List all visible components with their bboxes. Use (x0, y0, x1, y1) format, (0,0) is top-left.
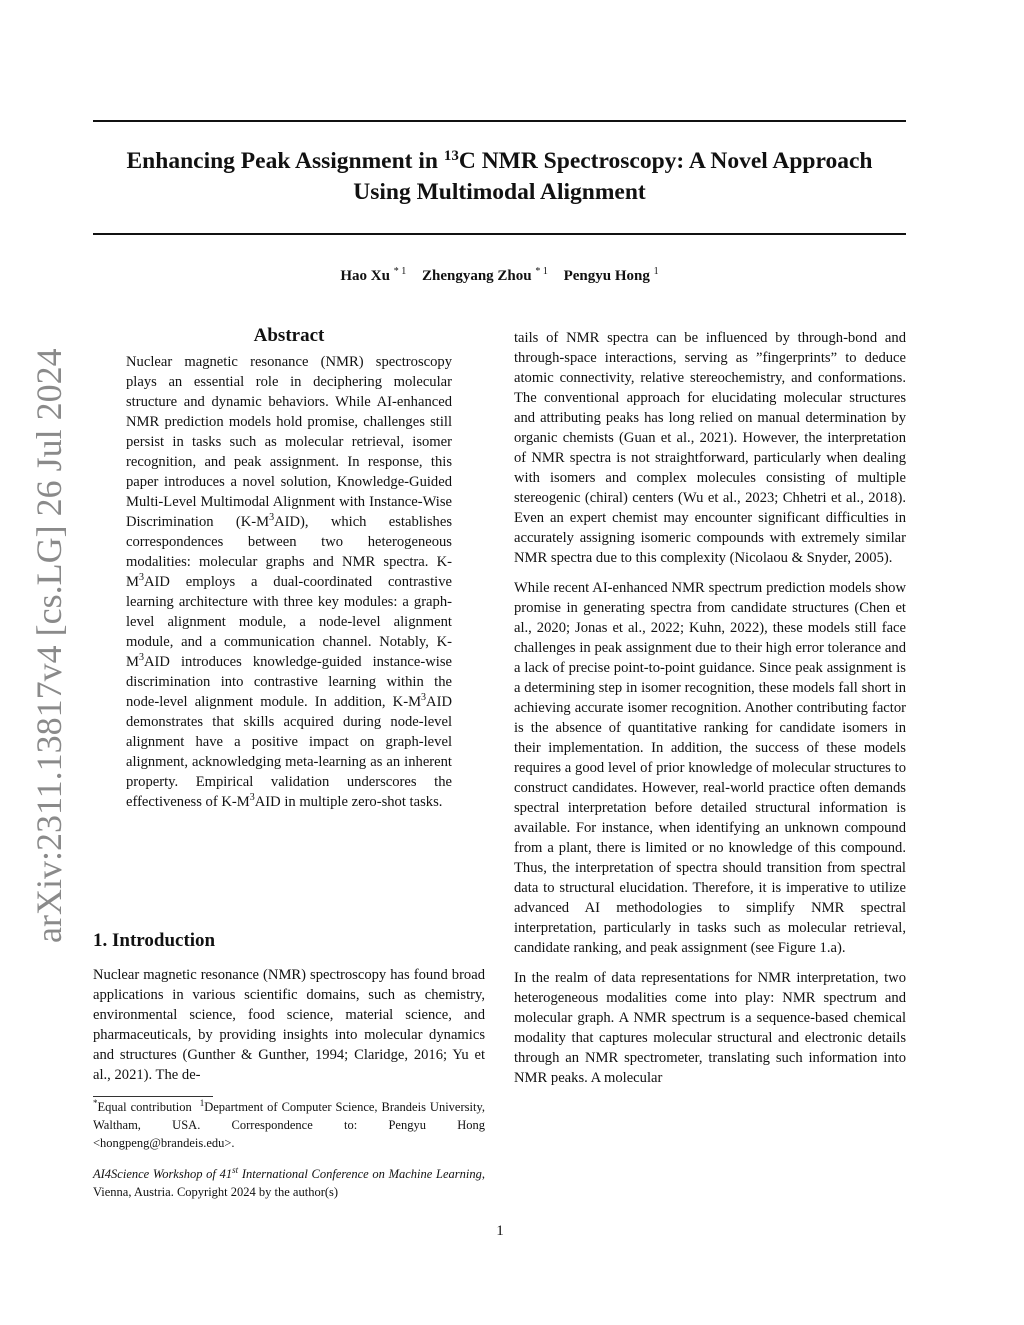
abstract-text: AID introduces knowledge-guided instance-wise discrimination into contrastive learning within the node-level alignment module. In addition, K-M (126, 654, 452, 710)
abstract-text: AID demonstrates that skills acquired during node-level alignment have a positive impact on graph-level alignment, acknowledging meta-learning as an inherent property. Empirical validation underscores the effectiveness of K-M (126, 694, 452, 810)
author-mark: * 1 (535, 266, 548, 277)
venue-sup: st (232, 1165, 239, 1175)
paragraph: In the realm of data representations for NMR interpretation, two heterogeneous modalities come into play: NMR spectrum and molecular graph. A NMR spectrum is a sequence-based chemical modality that captures molecular structural and electronic details through an NMR spectrometer, translating such information into NMR peaks. A molecular (514, 970, 906, 1086)
author-name: Hao Xu (340, 268, 390, 284)
title-isotope-sup: 13 (443, 148, 459, 164)
right-column (514, 328, 906, 1098)
page-number: 1 (496, 1223, 504, 1239)
author (340, 268, 406, 284)
title-line2: Using Multimodal Alignment (353, 179, 646, 205)
author (422, 268, 548, 284)
author-name: Zhengyang Zhou (421, 268, 532, 284)
superscript: 3 (269, 512, 275, 523)
superscript: 3 (249, 792, 255, 803)
footnote-one: 1 (199, 1098, 205, 1108)
superscript: 3 (138, 652, 144, 663)
footnote (93, 1098, 485, 1152)
abstract-text: Nuclear magnetic resonance (NMR) spectroscopy plays an essential role in deciphering molecular structure and dynamic behaviors. While AI-enhanced NMR prediction models hold promise, challenges still persist in tasks such as molecular retrieval, isomer recognition, and peak assignment. In response, this paper introduces a novel solution, Knowledge-Guided Multi-Level Multimodal Alignment with Instance-Wise Discrimination (K-M (126, 354, 452, 530)
title-bottom-rule (93, 233, 906, 235)
author-mark: * 1 (393, 266, 407, 277)
venue-conference: International Conference on Machine Learning (238, 1167, 482, 1181)
venue-workshop: AI4Science Workshop of 41 (93, 1167, 233, 1181)
title-top-rule (93, 120, 906, 122)
title-prefix: Enhancing Peak Assignment in (126, 148, 444, 174)
venue-rest: , Vienna, Austria. Copyright 2024 by the author(s) (93, 1167, 485, 1199)
abstract-text: AID employs a dual-coordinated contrastive learning architecture with three key modules: a graph-level alignment module, a node-level alignment module, and a communication channel. Notably, K-M (126, 574, 452, 670)
superscript: 3 (138, 572, 144, 583)
paragraph: tails of NMR spectra can be influenced by through-bond and through-space interactions, serving as ”fingerprints” to deduce atomic connectivity, relative stereochemistry, and conformations. The conventional approach for elucidating molecular structures and attributing peaks has long relied on manual determination by organic chemists (Guan et al., 2021). However, the interpretation of NMR spectra is not straightforward, particularly when dealing with isomers and complex molecules consisting of multiple stereogenic (chiral) centers (Wu et al., 2023; Chhetri et al., 2018). Even an expert chemist may encounter significant difficulties in accurately assigning isomeric compounds with extremely similar NMR spectra due to this complexity (Nicolaou & Snyder, 2005). (514, 330, 906, 566)
author-mark: 1 (653, 266, 659, 277)
title-rest: C NMR Spectroscopy: A Novel Approach (458, 148, 873, 174)
paper-title (93, 146, 906, 208)
footnote-equal: Equal contribution (97, 1100, 192, 1114)
paragraph: While recent AI-enhanced NMR spectrum prediction models show promise in generating spectra from candidate structures (Chen et al., 2020; Jonas et al., 2022; Kuhn, 2022), these models still face challenges in peak assignment due to their high error tolerance and a lack of precise point-to-point guidance. Since peak assignment is a determining step in isomer recognition, these models fall short in achieving accurate isomer recognition. Another contributing factor is the absence of quantitative ranking for candidate isomers in their implementation. In addition, the success of these models requires a good level of prior knowledge of molecular structures to construct candidates. However, real-world practice often demands spectral interpretation before detailed structural information is available. For instance, when identifying an unknown compound from a plant, there is limited or no knowledge of this compound. Thus, the interpretation of spectra should transition from spectral data to structural elucidation. Therefore, it is imperative to utilize advanced AI methodologies to simplify NMR spectral interpretation, particularly in tasks such as molecular retrieval, candidate ranking, and peak assignment (see Figure 1.a). (514, 580, 906, 956)
footnote-star: * (93, 1098, 98, 1108)
author-name: Pengyu Hong (563, 268, 650, 284)
footnote-rule (93, 1096, 213, 1097)
abstract-text: AID), which establishes correspondences between two heterogeneous modalities: molecular graphs and NMR spectra. K-M (126, 514, 452, 590)
introduction-text: Nuclear magnetic resonance (NMR) spectroscopy has found broad applications in various scientific domains, such as chemistry, environmental science, food science, material science, and pharmaceuticals, by providing insights into molecular dynamics and structures (Gunther & Gunther, 1994; Claridge, 2016; Yu et al., 2021). The de- (93, 967, 485, 1083)
abstract-heading: Abstract (253, 325, 325, 346)
venue-italic (93, 1167, 482, 1181)
venue-note (93, 1165, 485, 1201)
abstract-body (126, 352, 452, 812)
introduction-heading: 1. Introduction (93, 930, 216, 951)
footnote-affiliation: Department of Computer Science, Brandeis University, Waltham, USA. Correspondence to: Pengyu Hong <hongpeng@brandeis.edu>. (93, 1100, 486, 1150)
arxiv-identifier[interactable]: arXiv:2311.13817v4 [cs.LG] 26 Jul 2024 (29, 348, 69, 943)
superscript: 3 (421, 692, 427, 703)
author-list (93, 268, 906, 285)
author (564, 268, 659, 284)
abstract-text: AID in multiple zero-shot tasks. (254, 794, 443, 810)
